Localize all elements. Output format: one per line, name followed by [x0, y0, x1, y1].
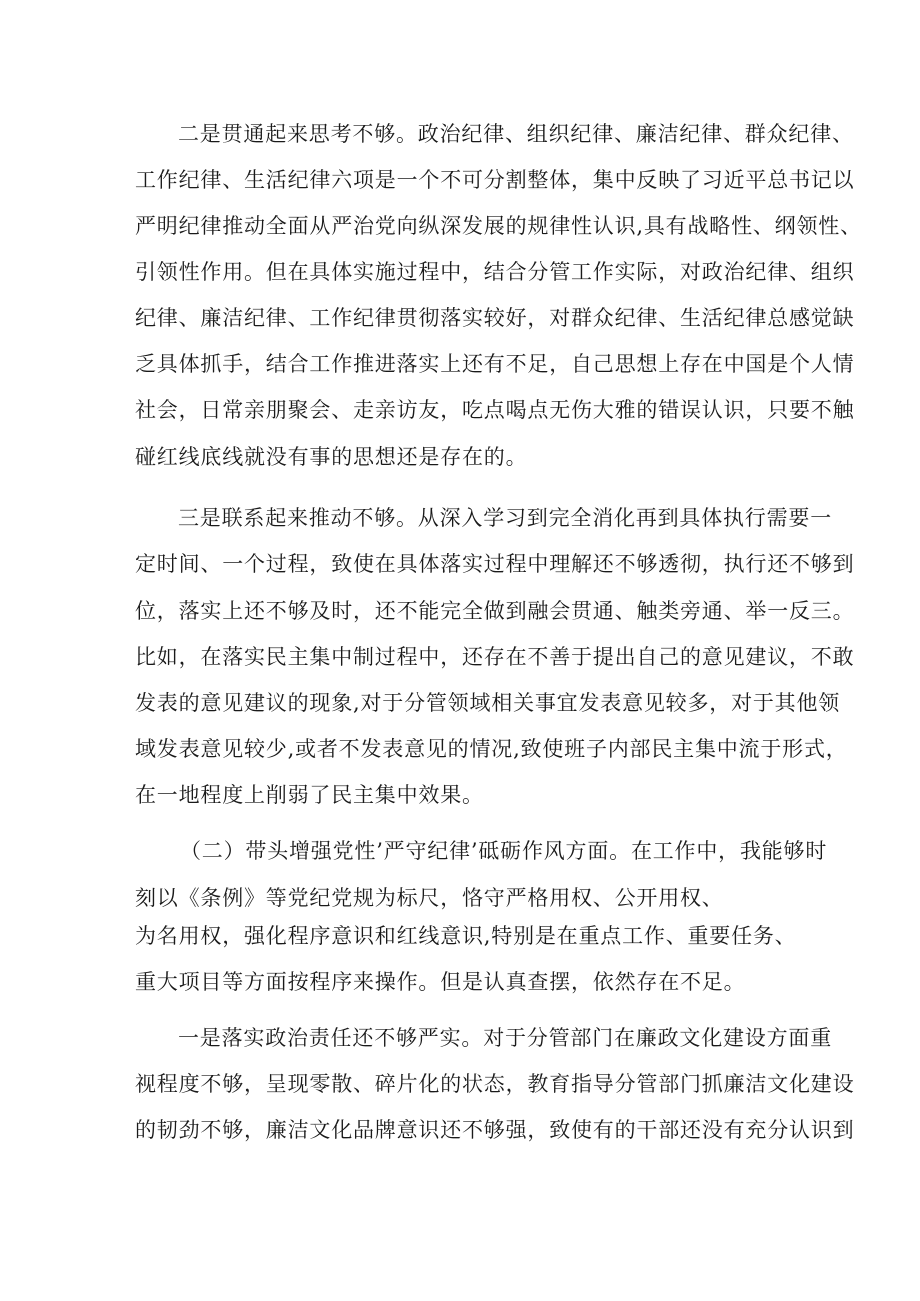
- paragraph-2-line-3: 位，落实上还不够及时，还不能完全做到融会贯通、触类旁通、举一反三。: [135, 599, 855, 623]
- paragraph-4-line-3: 的韧劲不够，廉洁文化品牌意识还不够强，致使有的干部还没有充分认识到: [135, 1118, 855, 1142]
- paragraph-1-line-1: 二是贯通起来思考不够。政治纪律、组织纪律、廉洁纪律、群众纪律、: [178, 122, 854, 146]
- paragraph-1-line-2: 工作纪律、生活纪律六项是一个不可分割整体，集中反映了习近平总书记以: [135, 168, 855, 192]
- paragraph-2-line-7: 在一地程度上削弱了民主集中效果。: [135, 783, 484, 807]
- paragraph-4-line-1: 一是落实政治责任还不够严实。对于分管部门在廉政文化建设方面重: [178, 1026, 832, 1050]
- paragraph-2-line-2: 定时间、一个过程，致使在具体落实过程中理解还不够透彻，执行还不够到: [135, 552, 855, 576]
- paragraph-1-line-8: 碰红线底线就没有事的思想还是存在的。: [135, 445, 528, 469]
- paragraph-1-line-3: 严明纪律推动全面从严治党向纵深发展的规律性认识,具有战略性、纲领性、: [135, 214, 862, 238]
- paragraph-1-line-5: 纪律、廉洁纪律、工作纪律贯彻落实较好，对群众纪律、生活纪律总感觉缺: [135, 306, 855, 330]
- paragraph-2-line-6: 域发表意见较少,或者不发表意见的情况,致使班子内部民主集中流于形式，: [135, 737, 848, 761]
- paragraph-2-line-1: 三是联系起来推动不够。从深入学习到完全消化再到具体执行需要一: [178, 506, 832, 530]
- paragraph-1-line-4: 引领性作用。但在具体实施过程中，结合分管工作实际，对政治纪律、组织: [135, 260, 855, 284]
- paragraph-2-line-5: 发表的意见建议的现象,对于分管领域相关事宜发表意见较多，对于其他领: [135, 691, 841, 715]
- paragraph-4-line-2: 视程度不够，呈现零散、碎片化的状态，教育指导分管部门抓廉洁文化建设: [135, 1072, 855, 1096]
- paragraph-3-line-1: （二）带头增强党性’严守纪律’砥砺作风方面。在工作中，我能够时: [180, 839, 828, 863]
- paragraph-3-line-2: 刻以《条例》等党纪党规为标尺，恪守严格用权、公开用权、: [135, 886, 724, 910]
- paragraph-1-line-7: 社会，日常亲朋聚会、走亲访友，吃点喝点无伤大雅的错误认识，只要不触: [135, 398, 855, 422]
- paragraph-2-line-4: 比如，在落实民主集中制过程中，还存在不善于提出自己的意见建议，不敢: [135, 645, 855, 669]
- paragraph-3-line-3: 为名用权，强化程序意识和红线意识,特别是在重点工作、重要任务、: [135, 924, 797, 948]
- paragraph-3-line-4: 重大项目等方面按程序来操作。但是认真查摆，依然存在不足。: [135, 970, 746, 994]
- paragraph-1-line-6: 乏具体抓手，结合工作推进落实上还有不足，自己思想上存在中国是个人情: [135, 352, 855, 376]
